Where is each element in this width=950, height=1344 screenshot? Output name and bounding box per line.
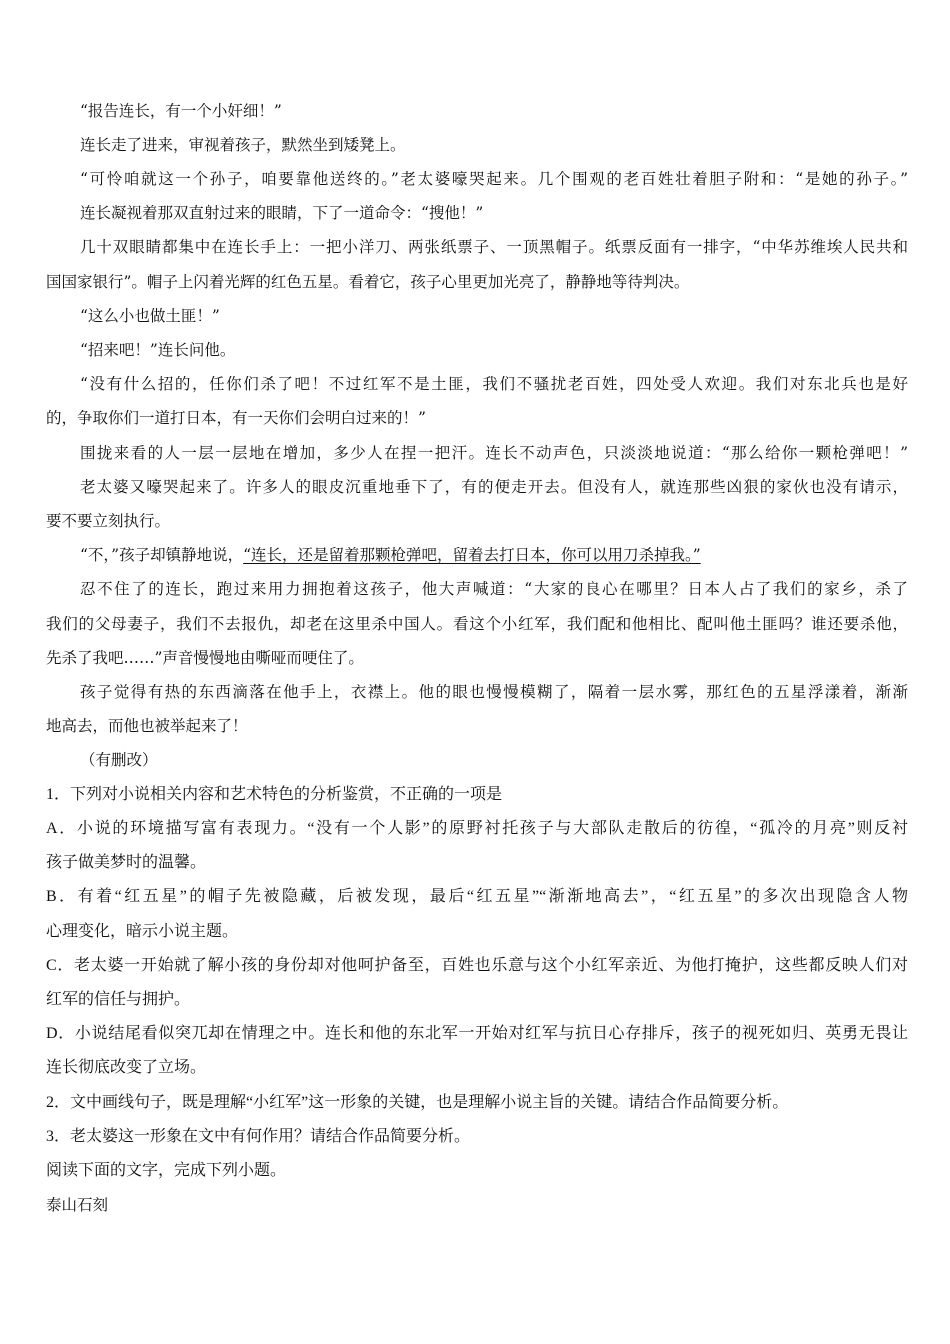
story-paragraph: 几十双眼睛都集中在连长手上：一把小洋刀、两张纸票子、一顶黑帽子。纸票反面有一排字，“中华苏维埃人民共和 bbox=[80, 238, 908, 256]
question-1: 1．下列对小说相关内容和艺术特色的分析鉴赏，不正确的一项是 bbox=[46, 786, 503, 803]
story-paragraph: “报告连长，有一个小奸细！” bbox=[80, 102, 282, 120]
story-paragraph: “没有什么招的，任你们杀了吧！不过红军不是土匪，我们不骚扰老百姓，四处受人欢迎。我们对东北兵也是好 bbox=[80, 375, 908, 393]
section-title: 泰山石刻 bbox=[46, 1196, 109, 1214]
story-paragraph: “招来吧！”连长问他。 bbox=[80, 341, 236, 359]
story-paragraph: 的，争取你们一道打日本，有一天你们会明白过来的！” bbox=[46, 409, 426, 427]
story-paragraph: 我们的父母妻子，我们不去报仇，却老在这里杀中国人。看这个小红军，我们配和他相比、配叫他土匪吗？谁还要杀他， bbox=[46, 615, 908, 633]
story-paragraph: 孩子觉得有热的东西滴落在他手上，衣襟上。他的眼也慢慢模糊了，隔着一层水雾，那红色的五星浮漾着，渐渐 bbox=[80, 683, 908, 701]
option-c: C．老太婆一开始就了解小孩的身份却对他呵护备至，百姓也乐意与这个小红军亲近、为他打掩护，这些都反映人们对 bbox=[46, 957, 908, 974]
story-paragraph: 国国家银行”。帽子上闪着光辉的红色五星。看着它，孩子心里更加光亮了，静静地等待判决。 bbox=[46, 273, 690, 291]
child-reply-lead: “不，”孩子却镇静地说， bbox=[80, 546, 244, 564]
story-paragraph bbox=[80, 545, 908, 565]
option-a: A．小说的环境描写富有表现力。“没有一个人影”的原野衬托孩子与大部队走散后的彷徨，“孤冷的月亮”则反衬 bbox=[46, 820, 908, 837]
story-paragraph: 先杀了我吧……”声音慢慢地由嘶哑而哽住了。 bbox=[46, 649, 364, 667]
story-paragraph: “可怜咱就这一个孙子，咱要靠他送终的。”老太婆嚎哭起来。几个围观的老百姓壮着胆子附和：“是她的孙子。” bbox=[80, 170, 908, 188]
question-2: 2．文中画线句子，既是理解“小红军”这一形象的关键，也是理解小说主旨的关键。请结合作品简要分析。 bbox=[46, 1094, 789, 1111]
reading-instruction: 阅读下面的文字，完成下列小题。 bbox=[46, 1162, 287, 1179]
story-paragraph: 围拢来看的人一层一层地在增加，多少人在捏一把汗。连长不动声色，只淡淡地说道：“那么给你一颗枪弹吧！” bbox=[80, 444, 908, 462]
story-paragraph: “这么小也做土匪！” bbox=[80, 307, 220, 325]
underlined-sentence: “连长，还是留着那颗枪弹吧，留着去打日本，你可以用刀杀掉我。” bbox=[243, 546, 701, 564]
question-3: 3．老太婆这一形象在文中有何作用？请结合作品简要分析。 bbox=[46, 1128, 471, 1145]
option-b: B．有着“红五星”的帽子先被隐藏，后被发现，最后“红五星”“渐渐地高去”，“红五星”的多次出现隐含人物 bbox=[46, 888, 908, 905]
story-paragraph: 要不要立刻执行。 bbox=[46, 512, 171, 530]
story-paragraph: 忍不住了的连长，跑过来用力拥抱着这孩子，他大声喊道：“大家的良心在哪里？日本人占了我们的家乡，杀了 bbox=[80, 580, 908, 598]
source-note: （有删改） bbox=[80, 751, 158, 769]
story-paragraph: 地高去，而他也被举起来了！ bbox=[46, 717, 248, 735]
option-b-cont: 心理变化，暗示小说主题。 bbox=[46, 923, 239, 940]
option-a-cont: 孩子做美梦时的温馨。 bbox=[46, 854, 207, 871]
option-c-cont: 红军的信任与拥护。 bbox=[46, 991, 191, 1008]
story-paragraph: 老太婆又嚎哭起来了。许多人的眼皮沉重地垂下了，有的便走开去。但没有人，就连那些凶狠的家伙也没有请示， bbox=[80, 478, 908, 496]
story-paragraph: 连长走了进来，审视着孩子，默然坐到矮凳上。 bbox=[80, 136, 406, 154]
story-paragraph: 连长凝视着那双直射过来的眼睛，下了一道命令：“搜他！” bbox=[80, 204, 484, 222]
option-d: D．小说结尾看似突兀却在情理之中。连长和他的东北军一开始对红军与抗日心存排斥，孩子的视死如归、英勇无畏让 bbox=[46, 1025, 908, 1042]
option-d-cont: 连长彻底改变了立场。 bbox=[46, 1059, 207, 1076]
